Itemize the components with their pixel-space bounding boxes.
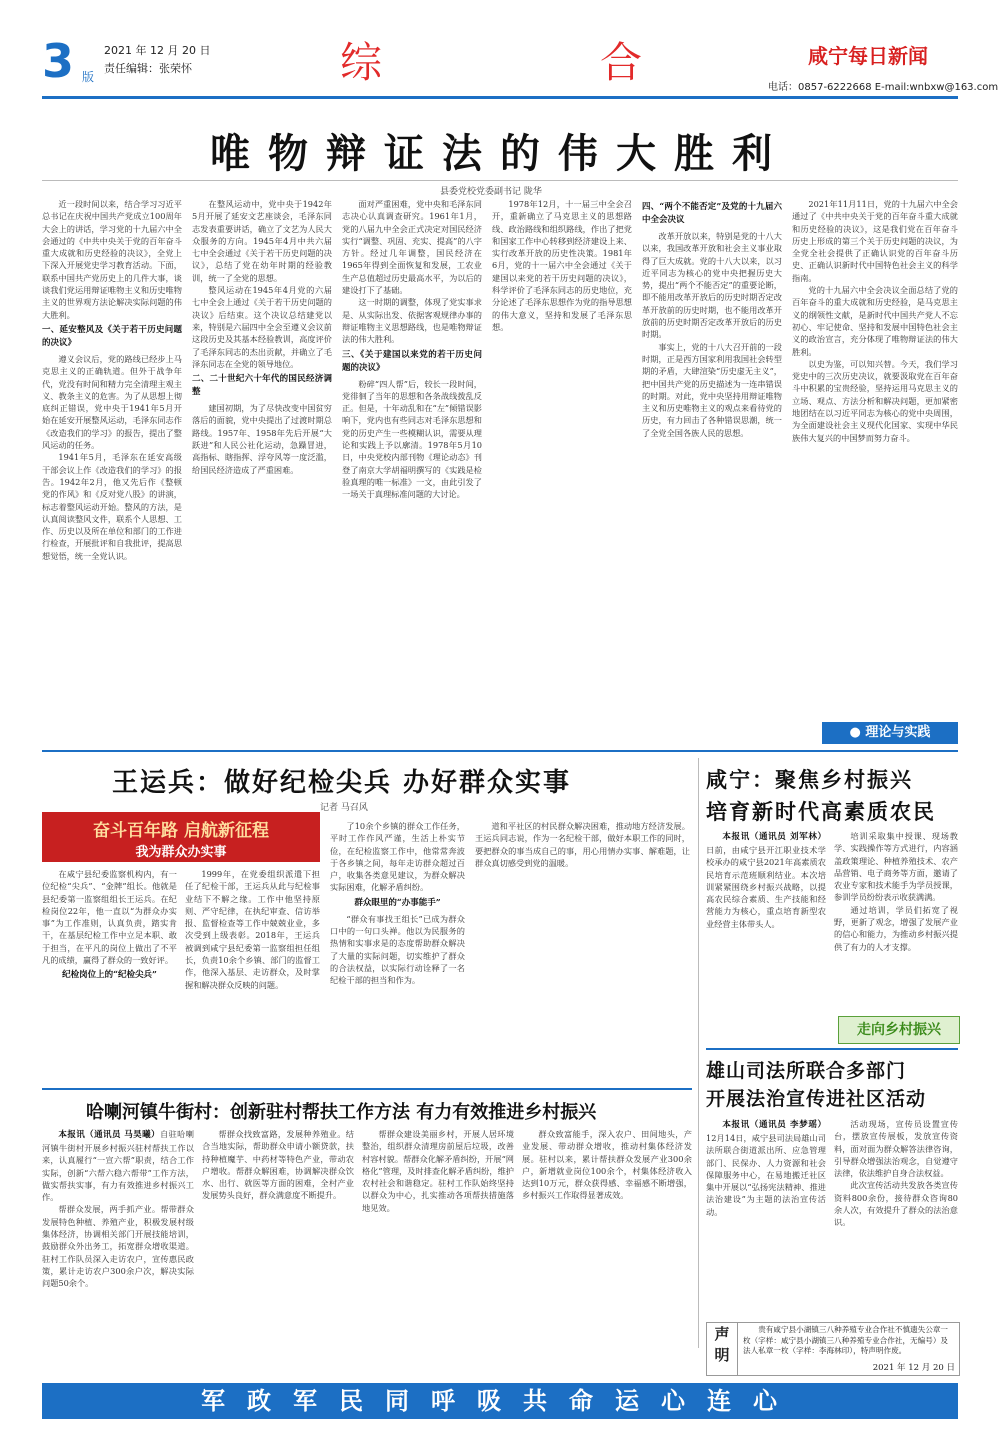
article1-paragraph: 1978年12月，十一届三中全会召开，重新确立了马克思主义的思想路线、政治路线和组织路线，作出了把党和国家工作中心转移到经济建设上来、实行改革开放的历史性决策。1981年6月，党的十一届六中全会通过《关于建国以来党的若干历史问题的决议》，科学评价了毛泽东同志的历史地位，充分论述了毛泽东思想作为党的指导思想的伟大意义，坚持和发展了毛泽东思想。 (492, 199, 632, 332)
article2-paragraph: 道和平社区的村民群众解决困难，推动地方经济发展。王运兵同志说，作为一名纪检干部，做好本职工作的同时，要把群众的事当成自己的事，用心用情办实事、解难题，让群众真切感受到党的温暖。 (475, 821, 690, 868)
article3-column-2 (202, 1128, 354, 1373)
article2-paragraph: “群众有事找王组长”已成为群众口中的一句口头禅。他以为民服务的热情和实事求是的态度帮助群众解决了大量的实际问题，切实维护了群众的合法权益，以实际行动诠释了一名纪检干部的担当和作为。 (330, 913, 465, 986)
section-tag-theory: ● 理论与实践 (822, 722, 958, 744)
article2-subheading: 纪检岗位上的“纪检尖兵” (62, 970, 157, 981)
article3-headline: 哈喇河镇牛街村：创新驻村帮扶工作方法 有力有效推进乡村振兴 (86, 1102, 597, 1123)
notice-box (706, 1322, 960, 1376)
article4-column-2 (834, 830, 958, 1010)
notice-title: 声 明 (707, 1323, 738, 1375)
article5-byline: 本报讯（通讯员 李梦瑶） (722, 1120, 826, 1130)
article5-rule (706, 1048, 958, 1050)
article1-subheading: 一、延安整风及《关于若干历史问题的决议》 (42, 324, 182, 348)
article1-column-3 (342, 198, 482, 738)
section-tag-rural (838, 1016, 960, 1044)
article3-rule (42, 1088, 692, 1090)
banner-subtitle: 我为群众办实事 (135, 845, 227, 860)
article2-byline: 记者 马召风 (320, 803, 368, 813)
page-number: 3 (42, 34, 75, 88)
article1-paragraph: 党的十九届六中全会决议全面总结了党的百年奋斗的重大成就和历史经验，是马克思主义的纲领性文献，是新时代中国共产党人不忘初心、牢记使命、坚持和发展中国特色社会主义的政治宣言，充分体现了唯物辩证法的伟大胜利。 (792, 285, 958, 357)
section-rule (42, 750, 958, 752)
article3-paragraph: 群众致富能手，深入农户、田间地头，产业发展、带动群众增收，推动村集体经济发展。驻村以来，累计帮扶群众发展产业300余户，新增就业岗位100余个，村集体经济收入达到10万元，群众获得感、幸福感不断增强，乡村振兴工作取得显著成效。 (522, 1129, 692, 1201)
article5-column-1 (706, 1118, 826, 1318)
article1-paragraph: 遵义会议后，党的路线已经步上马克思主义的正确轨道。但外于战争年代，党没有时间和精力完全清理主观主义、教条主义的危害。为了从思想上彻底纠正错误，党中央于1941年5月开始在延安开展整风运动，毛泽东同志作《改造我们的学习》的报告，提出了整风运动的任务。 (42, 353, 182, 451)
article1-paragraph: 这一时期的调整，体现了党实事求是、从实际出发、依据客观规律办事的辩证唯物主义思想路线，也是唯物辩证法的伟大胜利。 (342, 297, 482, 345)
article3-paragraph: 自驻哈喇河镇牛街村开展乡村振兴驻村帮扶工作以来，认真履行“一宣六帮”职责，结合工作实际，创新“六帮六稳六帮带”工作方法，做实帮扶实事，有力有效推进乡村振兴工作。 (42, 1129, 194, 1203)
article5-paragraph: 活动现场，宣传员设置宣传台，摆放宣传展板，发放宣传资料，面对面为群众解答法律咨询，引导群众增强法治观念，自觉遵守法律，依法维护自身合法权益。 (834, 1119, 958, 1179)
article1-column-1 (42, 198, 182, 738)
footer-slogan-bar: 军政军民同呼吸共命运心连心 (42, 1383, 958, 1419)
article4-byline: 本报讯（通讯员 刘军林） (722, 832, 826, 842)
column-divider (698, 758, 699, 1348)
article1-paragraph: 在整风运动中，党中央于1942年5月开展了延安文艺座谈会，毛泽东同志发表重要讲话，确立了文艺为人民大众服务的方向。1945年4月中共六届七中全会通过《关于若干历史问题的决议》，总结了党在幼年时期的经验教训，统一了全党的思想。 (192, 199, 332, 283)
editor-line: 责任编辑：张荣怀 (104, 62, 192, 75)
campaign-banner (42, 812, 320, 862)
article5-paragraph: 此次宣传活动共发放各类宣传资料800余份，接待群众咨询80余人次，有效提升了群众的法治意识。 (834, 1180, 958, 1228)
article1-paragraph: 改革开放以来，特别是党的十八大以来，我国改革开放和社会主义事业取得了巨大成就。党的十八大以来，以习近平同志为核心的党中央把握历史大势，提出“两个不能否定”的重要论断，即不能用改革开放后的历史时期否定改革开放前的历史时期，也不能用改革开放前的历史时期否定改革开放后的历史时期。 (642, 231, 782, 340)
article3-column-4 (522, 1128, 692, 1373)
article1-paragraph: 2021年11月11日，党的十九届六中全会通过了《中共中央关于党的百年奋斗重大成就和历史经验的决议》，这是我们党在百年奋斗历史上形成的第三个关于历史问题的决议，为全党全社会提供了正确认识党的百年奋斗历史、正确认识新时代中国特色社会主义的科学指南。 (792, 199, 958, 283)
article1-paragraph: 事实上，党的十八大召开前的一段时期，正是西方国家利用我国社会转型期的矛盾，大肆渲染“历史虚无主义”，把中国共产党的历史描述为一连串错误的时期。对此，党中央坚持用辩证唯物主义和历史唯物主义的观点来看待党的历史，有力回击了各种错误思潮，统一了全党全国各族人民的思想。 (642, 341, 782, 438)
article2-column-1 (42, 868, 177, 1083)
article2-column-3 (330, 820, 465, 1083)
paper-logo: 咸宁每日新闻 (808, 44, 928, 68)
article5-paragraph: 12月14日，咸宁县司法局雄山司法所联合街道派出所、应急管理部门、民保办、人力资源和社会保障服务中心，在易地搬迁社区集中开展以“弘扬宪法精神、推进法治建设”为主题的法治宣传活动。 (706, 1133, 826, 1217)
article1-subheading: 三、《关于建国以来党的若干历史问题的决议》 (342, 349, 482, 373)
article3-paragraph: 帮群众建设美丽乡村，开展人居环境整治，组织群众清理房前屋后垃圾，改善村容村貌。帮群众化解矛盾纠纷，开展“网格化”管理，及时排查化解矛盾纠纷，维护农村社会和谐稳定。驻村工作队始终坚持以群众为中心，扎实推动各项帮扶措施落地见效。 (362, 1129, 514, 1213)
article2-paragraph: 在咸宁县纪委监察机构内，有一位纪检“尖兵”、“金牌”组长。他就是县纪委第一监察组组长王运兵。在纪检岗位22年，他一直以“为群众办实事”为工作准则，认真负责，踏实肯干，在基层纪检工作中立足本职、敢于担当，在平凡的岗位上做出了不平凡的成绩，赢得了群众的一致好评。 (42, 869, 177, 966)
article3-column-1 (42, 1128, 194, 1373)
article1-paragraph: 近一段时间以来，结合学习习近平总书记在庆祝中国共产党成立100周年大会上的讲话，学习党的十九届六中全会通过的《中共中央关于党的百年奋斗重大成就和历史经验的决议》，全党上下深入开展党史学习教育活动。下面，联系中国共产党历史上的几件大事，谈谈我们党运用辩证唯物主义和历史唯物主义的世界观方法论解决实际问题的伟大胜利。 (42, 199, 182, 320)
article1-paragraph: 建国初期，为了尽快改变中国贫穷落后的面貌，党中央提出了过渡时期总路线。1957年、1958年先后开展“大跃进”和人民公社化运动，急躁冒进，高指标、瞎指挥、浮夸风等一度泛滥，给国民经济造成了严重困难。 (192, 403, 332, 475)
article4-paragraph: 日前，由咸宁县开江职业技术学校承办的咸宁县2021年高素质农民培育示范班顺利结业。本次培训紧紧围绕乡村振兴战略，以提高农民综合素质、生产技能和经营能力为核心，重点培育新型农业经营主体带头人。 (706, 845, 826, 929)
article1-column-4 (492, 198, 632, 738)
issue-date: 2021 年 12 月 20 日 (104, 44, 211, 57)
article1-column-2 (192, 198, 332, 738)
article4-paragraph: 通过培训，学员们拓宽了视野，更新了观念，增强了发展产业的信心和能力，为推动乡村振兴提供了有力的人才支撑。 (834, 904, 958, 952)
article2-headline: 王运兵：做好纪检尖兵 办好群众实事 (112, 768, 572, 798)
article2-column-2 (185, 868, 320, 1083)
page-number-box (42, 34, 95, 88)
article1-subheading: 四、“两个不能否定”及党的十九届六中全会决议 (642, 202, 782, 225)
article5-column-2 (834, 1118, 958, 1318)
article1-subheading: 二、二十世纪六十年代的国民经济调整 (192, 374, 332, 398)
article4-column-1 (706, 830, 826, 1040)
article1-column-6 (792, 198, 958, 708)
page-suffix: 版 (82, 70, 95, 84)
notice-date: 2021 年 12 月 20 日 (872, 1363, 955, 1373)
article2-subheading: 群众眼里的“办事能手” (354, 897, 441, 908)
article1-paragraph: 以史为鉴，可以知兴替。今天，我们学习党史中的三次历史决议，就要汲取党在百年奋斗中积累的宝贵经验，坚持运用马克思主义的立场、观点、方法分析和解决问题，更加紧密地团结在以习近平同志为核心的党中央周围，为全面建设社会主义现代化国家、实现中华民族伟大复兴的中国梦而努力奋斗。 (792, 358, 958, 443)
masthead-rule (42, 96, 958, 99)
contact-line: 电话：0857-6222668 E-mail:wnbxw@163.com (768, 82, 999, 93)
article2-paragraph: 1999年，在党委组织派遣下担任了纪检干部，王运兵从此与纪检事业结下不解之缘。工作中他坚持原则、严守纪律，在执纪审查、信访举报、监督检查等工作中兢兢业业，多次受到上级表彰。2018年，王运兵被调到咸宁县纪委第一监察组担任组长，负责10余个乡镇、部门的监督工作，他深入基层、走访群众，及时掌握和解决群众反映的问题。 (185, 869, 320, 990)
article1-paragraph: 整风运动在1945年4月党的六届七中全会上通过《关于若干历史问题的决议》后结束。这个决议总结建党以来，特别是六届四中全会至遵义会议前这段历史及其基本经验教训，高度评价了毛泽东同志的杰出贡献，并确立了毛泽东同志在全党的领导地位。 (192, 285, 332, 369)
article3-paragraph: 帮群众发展，两手抓产业。帮带群众发展特色种植、养殖产业，积极发展村级集体经济，协调相关部门开展技能培训，鼓励群众外出务工，拓宽群众增收渠道。驻村工作队员深入走访农户，宣传惠民政策，累计走访农户300余户次，解决实际问题50余个。 (42, 1204, 194, 1289)
article5-headline-line2: 开展法治宣传进社区活动 (706, 1088, 927, 1110)
article1-paragraph: 1941年5月，毛泽东在延安高级干部会议上作《改造我们的学习》的报告。1942年2月，他又先后作《整顿党的作风》和《反对党八股》的讲演，标志着整风运动开始。整风的方法，是认真阅读整风文件，联系个人思想、工作、历史以及所在单位和部门的工作进行检查，开展批评和自我批评，提高思想觉悟，统一全党认识。 (42, 452, 182, 561)
banner-slogan: 奋斗百年路 启航新征程 (93, 821, 269, 841)
article5-headline-line1: 雄山司法所联合多部门 (706, 1060, 907, 1082)
tag-dot-icon: ● (849, 725, 866, 740)
article3-paragraph: 帮群众找致富路，发展种养殖业。结合当地实际，帮助群众申请小额贷款，扶持种植魔芋、中药材等特色产业，带动农户增收。帮群众解困难，协调解决群众饮水、出行、就医等方面的困难，全村产业发展势头良好，群众满意度不断提升。 (202, 1129, 354, 1201)
article1-paragraph: 面对严重困难，党中央和毛泽东同志决心认真调查研究。1961年1月，党的八届九中全会正式决定对国民经济实行“调整、巩固、充实、提高”的八字方针。经过几年调整，国民经济在1965年得到全面恢复和发展，工农业生产总值超过历史最高水平，为以后的建设打下了基础。 (342, 199, 482, 296)
article1-column-5 (642, 198, 782, 738)
main-headline: 唯物辩证法的伟大胜利 (210, 131, 790, 177)
article2-column-4 (475, 820, 690, 1083)
section-title-char-1: 综 (340, 38, 383, 87)
article3-byline: 本报讯（通讯员 马昊曦） (58, 1130, 160, 1140)
article4-headline-line2: 培育新时代高素质农民 (706, 800, 936, 824)
article4-headline-line1: 咸宁：聚焦乡村振兴 (706, 768, 913, 792)
article3-column-3 (362, 1128, 514, 1373)
article4-paragraph: 培训采取集中授课、现场教学、实践操作等方式进行，内容涵盖政策理论、种植养殖技术、农产品营销、电子商务等方面，邀请了农业专家和技术能手为学员授课，参训学员纷纷表示收获满满。 (834, 831, 958, 903)
section-title-char-2: 合 (600, 38, 643, 87)
headline-rule (42, 180, 958, 181)
article1-paragraph: 粉碎“四人帮”后，较长一段时间，党徘徊了当年的思想和各条战线拨乱反正。但是，十年动乱和在“左”倾错误影响下，党内也有些同志对毛泽东思想和党的历史产生一些模糊认识，需要从理论和实践上予以廓清。1978年5月10日，中央党校内部刊物《理论动态》刊登了南京大学胡福明撰写的《实践是检验真理的唯一标准》一文，由此引发了一场关于真理标准问题的大讨论。 (342, 378, 482, 500)
article1-byline: 县委党校党委副书记 陇华 (440, 187, 542, 197)
rural-tag-label: 走向乡村振兴 (857, 1022, 941, 1038)
notice-text: 贵有咸宁县小湖镇三八种养殖专业合作社不慎遗失公章一枚（字样：咸宁县小湖镇三八种养殖专业合作社，无编号）及法人私章一枚（字样：李海林印），特声明作废。 (743, 1325, 949, 1355)
article2-paragraph: 了10余个乡镇的群众工作任务，平时工作作风严谨，生活上朴实节俭，在纪检监察工作中，他常常奔波于各乡镇之间，每年走访群众超过百户，收集各类意见建议，为群众解决实际困难，化解矛盾纠纷。 (330, 821, 465, 893)
